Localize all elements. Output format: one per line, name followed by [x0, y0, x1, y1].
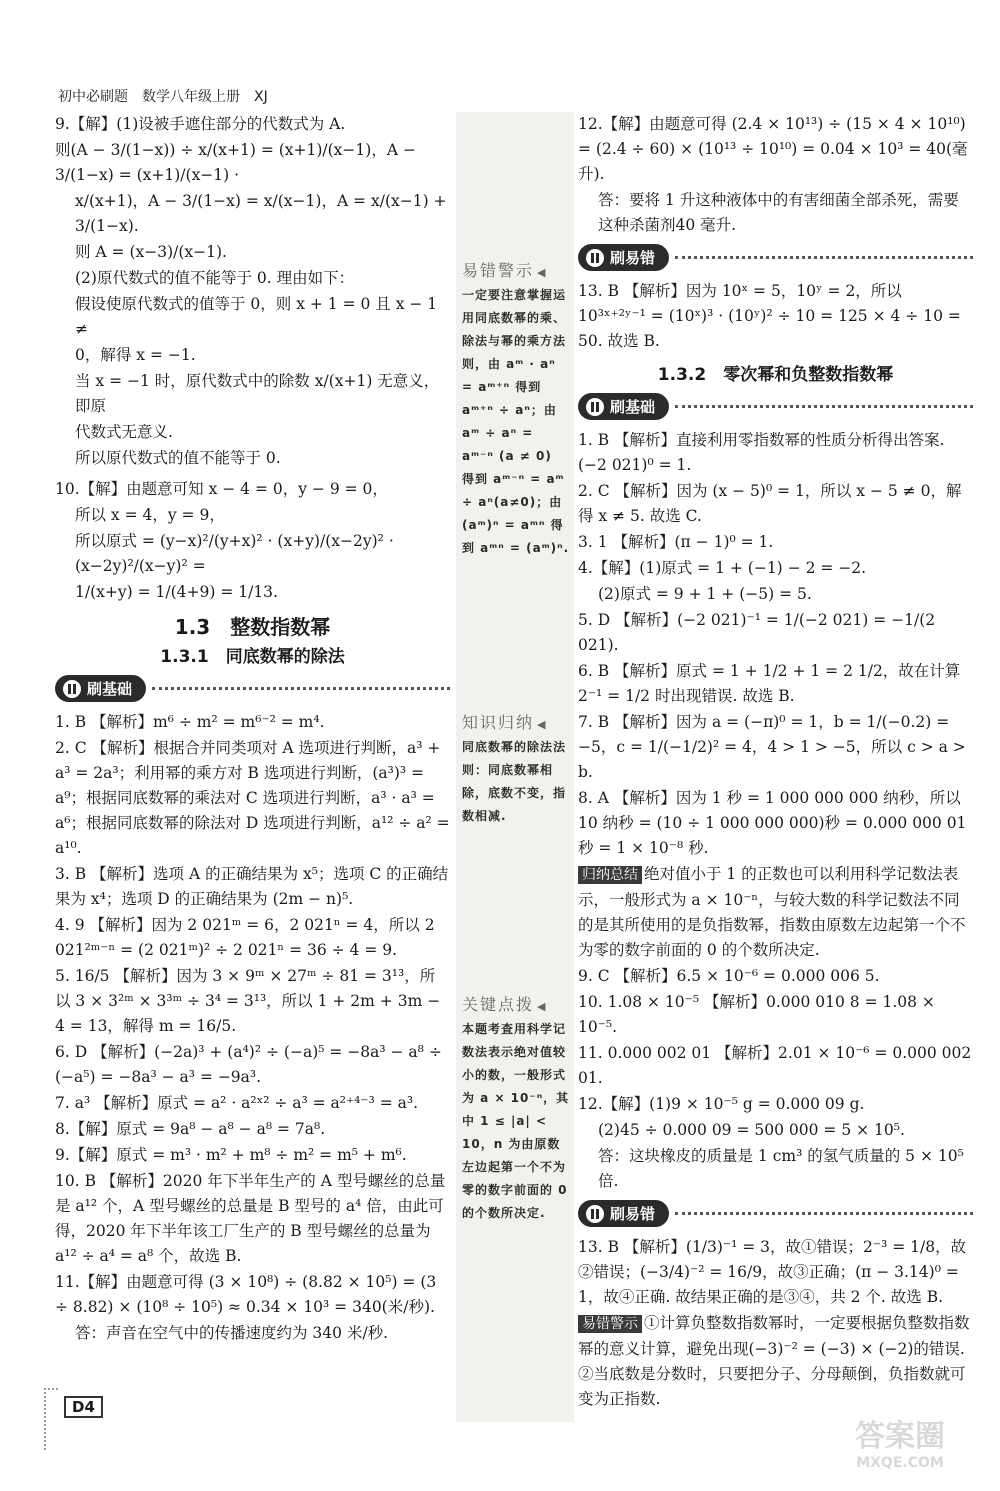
answer-item: 2. C 【解析】因为 (x − 5)⁰ = 1，所以 x − 5 ≠ 0，解得 x ≠ 5. 故选 C.	[578, 482, 962, 525]
left-column	[55, 112, 450, 1347]
watermark-line: MXQE.COM	[856, 1455, 944, 1471]
banner-pill	[578, 393, 669, 420]
answer-item: 1. B 【解析】直接利用零指数幂的性质分析得出答案. (−2 021)⁰ = 1.	[578, 431, 945, 474]
answer-item: 5. 16/5 【解析】因为 3 × 9ᵐ × 27ᵐ ÷ 81 = 3¹³，所以 3 × 3²ᵐ × 3³ᵐ ÷ 3⁴ = 3¹³，所以 1 + 2m + 3m − 4 = 13，解得 m = 16/5.	[55, 967, 441, 1035]
banner-label: 刷易错	[610, 1205, 656, 1223]
page-number: D4	[64, 1396, 103, 1418]
tip-title-error: 易错警示 ◀	[462, 258, 547, 281]
banner-error-1	[578, 244, 973, 271]
q9-line: 当 x = −1 时，原代数式中的除数 x/(x+1) 无意义，即原	[75, 372, 440, 415]
q12-line: 12.【解】由题意可得 (2.4 × 10¹³) ÷ (15 × 4 × 10¹⁰) = (2.4 ÷ 60) × (10¹³ ÷ 10¹⁰) = 0.04 × 10³ = 40(毫升).	[578, 115, 968, 183]
q9-line: 9.【解】(1)设被手遮住部分的代数式为 A.	[55, 115, 346, 133]
q12-line: 答：要将 1 升这种液体中的有害细菌全部杀死，需要这种杀菌剂40 毫升.	[598, 191, 959, 234]
q9-line: 代数式无意义.	[75, 423, 173, 441]
q9-line: 则 A = (x−3)/(x−1).	[75, 243, 227, 261]
brush-icon	[586, 398, 604, 416]
answer-item: 答：这块橡皮的质量是 1 cm³ 的氢气质量的 5 × 10⁵ 倍.	[598, 1147, 964, 1190]
answer-item: 9. C 【解析】6.5 × 10⁻⁶ = 0.000 006 5.	[578, 967, 880, 985]
answer-item: 12.【解】(1)9 × 10⁻⁵ g = 0.000 09 g.	[578, 1095, 865, 1113]
dotted-rule	[675, 256, 973, 259]
dotted-rule	[675, 1212, 973, 1215]
right-column	[578, 112, 973, 1413]
dotted-rule	[675, 405, 973, 408]
dotted-rule	[152, 687, 450, 690]
answer-item: 4. 9 【解析】因为 2 021ᵐ = 6，2 021ⁿ = 4，所以 2 021²ᵐ⁻ⁿ = (2 021ᵐ)² ÷ 2 021ⁿ = 36 ÷ 4 = 9.	[55, 916, 435, 959]
banner-basic-2	[578, 393, 973, 420]
answer-item: 3. 1 【解析】(π − 1)⁰ = 1.	[578, 533, 774, 551]
banner-label: 刷基础	[610, 398, 656, 416]
tip-title-summary: 知识归纳 ◀	[462, 710, 547, 733]
banner-label: 刷易错	[610, 249, 656, 267]
answer-item: 10. 1.08 × 10⁻⁵ 【解析】0.000 010 8 = 1.08 × 10⁻⁵.	[578, 993, 935, 1036]
section-title: 1.3 整数指数幂	[174, 615, 331, 639]
warning-label: 易错警示	[578, 1315, 642, 1333]
q9-line: 所以原代数式的值不能等于 0.	[75, 449, 281, 467]
tip-text-error: 一定要注意掌握运用同底数幂的乘、除法与幂的乘方法则，由 aᵐ · aⁿ = aᵐ⁺ⁿ 得到 aᵐ⁺ⁿ ÷ aⁿ；由 aᵐ ÷ aⁿ = aᵐ⁻ⁿ (a ≠ 0) 得到 aᵐ⁻ⁿ = aᵐ ÷ aⁿ(a≠0)；由 (aᵐ)ⁿ = aᵐⁿ 得到 aᵐⁿ = (aᵐ)ⁿ.	[462, 288, 570, 555]
q13-line: 13. B 【解析】(1/3)⁻¹ = 3，故①错误；2⁻³ = 1/8，故②错误；(−3/4)⁻² = 16/9，故③正确；(π − 3.14)⁰ = 1，故④正确. 故结果正确的是③④，共 2 个. 故选 B.	[578, 1238, 967, 1306]
answer-item: 5. D 【解析】(−2 021)⁻¹ = 1/(−2 021) = −1/(2 021).	[578, 611, 936, 654]
page-header: 初中必刷题 数学八年级上册 XJ	[58, 89, 268, 105]
answer-item: 7. B 【解析】因为 a = (−π)⁰ = 1，b = 1/(−0.2) = −5，c = 1/(−1/2)² = 4，4 > 1 > −5，所以 c > a > b.	[578, 713, 966, 781]
answer-item: 1. B 【解析】m⁶ ÷ m² = m⁶⁻² = m⁴.	[55, 713, 325, 731]
tip-title-key: 关键点拨 ◀	[462, 992, 547, 1015]
banner-label: 刷基础	[87, 680, 133, 698]
answer-item: 4.【解】(1)原式 = 1 + (−1) − 2 = −2.	[578, 559, 867, 577]
q13-line: 13. B 【解析】因为 10ˣ = 5，10ʸ = 2，所以 10³ˣ⁺²ʸ⁻¹ = (10ˣ)³ · (10ʸ)² ÷ 10 = 125 × 4 ÷ 10 = 50. 故选 B.	[578, 282, 961, 350]
banner-error-2	[578, 1200, 973, 1227]
answer-item: 11.【解】由题意可得 (3 × 10⁸) ÷ (8.82 × 10⁵) = (3 ÷ 8.82) × (10⁸ ÷ 10⁵) ≈ 0.34 × 10³ = 340(米/秒).	[55, 1273, 437, 1316]
brush-icon	[586, 1205, 604, 1223]
warning-text: ①计算负整数指数幂时，一定要根据负整数指数幂的意义计算，避免出现(−3)⁻² = (−3) × (−2)的错误. ②当底数是分数时，只要把分子、分母颠倒，负指数就可变为正指数.	[578, 1314, 970, 1408]
q10-line: 所以 x = 4，y = 9，	[75, 506, 225, 524]
q10-line: 10.【解】由题意可知 x − 4 = 0，y − 9 = 0，	[55, 480, 388, 498]
answer-item: (2)45 ÷ 0.000 09 = 500 000 = 5 × 10⁵.	[598, 1121, 905, 1139]
subsection-title: 1.3.2 零次幂和负整数指数幂	[657, 365, 894, 385]
answer-item: 6. D 【解析】(−2a)³ + (a⁴)² ÷ (−a)⁵ = −8a³ − a⁸ ÷ (−a⁵) = −8a³ − a³ = −9a³.	[55, 1043, 442, 1086]
q9-line: (2)原代数式的值不能等于 0. 理由如下：	[75, 269, 355, 287]
summary-note	[578, 862, 973, 963]
banner-pill	[578, 1200, 669, 1227]
warning-note	[578, 1311, 973, 1412]
brush-icon	[63, 680, 81, 698]
banner-pill	[55, 675, 146, 702]
q9-line: 0，解得 x = −1.	[75, 346, 196, 364]
answer-item: 11. 0.000 002 01 【解析】2.01 × 10⁻⁶ = 0.000 002 01.	[578, 1044, 972, 1087]
answer-item: 9.【解】原式 = m³ · m² + m⁸ ÷ m² = m⁵ + m⁶.	[55, 1146, 407, 1164]
answer-item: 8.【解】原式 = 9a⁸ − a⁸ − a⁸ = 7a⁸.	[55, 1120, 326, 1138]
answer-item: 7. a³ 【解析】原式 = a² · a²ˣ² ÷ a³ = a²⁺⁴⁻³ = a³.	[55, 1094, 419, 1112]
summary-label: 归纳总结	[578, 866, 642, 884]
watermark-logo	[820, 1420, 980, 1480]
answer-item: 3. B 【解析】选项 A 的正确结果为 x⁵；选项 C 的正确结果为 x⁴；选项 D 的正确结果为 (2m − n)⁵.	[55, 865, 449, 908]
q9-line: 则(A − 3/(1−x)) ÷ x/(x+1) = (x+1)/(x−1)，A − 3/(1−x) = (x+1)/(x−1) ·	[55, 141, 416, 184]
watermark-line: 答案圈	[855, 1419, 945, 1454]
tip-text-key: 本题考查用科学记数法表示绝对值较小的数，一般形式为 a × 10⁻ⁿ，其中 1 ≤ |a| < 10，n 为由原数左边起第一个不为零的数字前面的 0 的个数所决定.	[462, 1022, 570, 1220]
answer-item: 6. B 【解析】原式 = 1 + 1/2 + 1 = 2 1/2，故在计算 2⁻¹ = 1/2 时出现错误. 故选 B.	[578, 662, 961, 705]
answer-item: 10. B 【解析】2020 年下半年生产的 A 型号螺丝的总量是 a¹² 个，A 型号螺丝的总量是 B 型号的 a⁴ 倍，由此可得，2020 年下半年该工厂生产的 B 型号螺丝的总量为 a¹² ÷ a⁴ = a⁸ 个，故选 B.	[55, 1172, 446, 1265]
answer-item: 8. A 【解析】因为 1 秒 = 1 000 000 000 纳秒，所以10 纳秒 = (10 ÷ 1 000 000 000)秒 = 0.000 000 01 秒 = 1 × 10⁻⁸ 秒.	[578, 789, 967, 857]
subsection-title: 1.3.1 同底数幂的除法	[160, 647, 345, 667]
q9-line: 假设使原代数式的值等于 0，则 x + 1 = 0 且 x − 1 ≠	[75, 295, 438, 338]
banner-pill	[578, 244, 669, 271]
answer-item: 2. C 【解析】根据合并同类项对 A 选项进行判断，a³ + a³ = 2a³；利用幂的乘方对 B 选项进行判断，(a³)³ = a⁹；根据同底数幂的乘法对 C 选项进行判断，a³ · a³ = a⁶；根据同底数幂的除法对 D 选项进行判断，a¹² ÷ a² = a¹⁰.	[55, 739, 450, 857]
summary-text: 绝对值小于 1 的正数也可以利用科学记数法表示，一般形式为 a × 10⁻ⁿ，与较大数的科学记数法不同的是其所使用的是负指数幂，指数由原数左边起第一个不为零的数字前面的 0 的个数所决定.	[578, 865, 966, 959]
answer-item: 答：声音在空气中的传播速度约为 340 米/秒.	[75, 1324, 389, 1342]
q10-line: 所以原式 = (y−x)²/(y+x)² · (x+y)/(x−2y)² · (x−2y)²/(x−y)² =	[75, 532, 394, 575]
tip-text-summary: 同底数幂的除法法则：同底数幂相除，底数不变，指数相减.	[462, 740, 567, 823]
brush-icon	[586, 249, 604, 267]
banner-basic	[55, 675, 450, 702]
corner-decoration	[44, 1388, 58, 1450]
answer-item: (2)原式 = 9 + 1 + (−5) = 5.	[598, 585, 812, 603]
q10-line: 1/(x+y) = 1/(4+9) = 1/13.	[75, 583, 278, 601]
q9-line: x/(x+1)，A − 3/(1−x) = x/(x−1)，A = x/(x−1) + 3/(1−x).	[75, 192, 447, 235]
